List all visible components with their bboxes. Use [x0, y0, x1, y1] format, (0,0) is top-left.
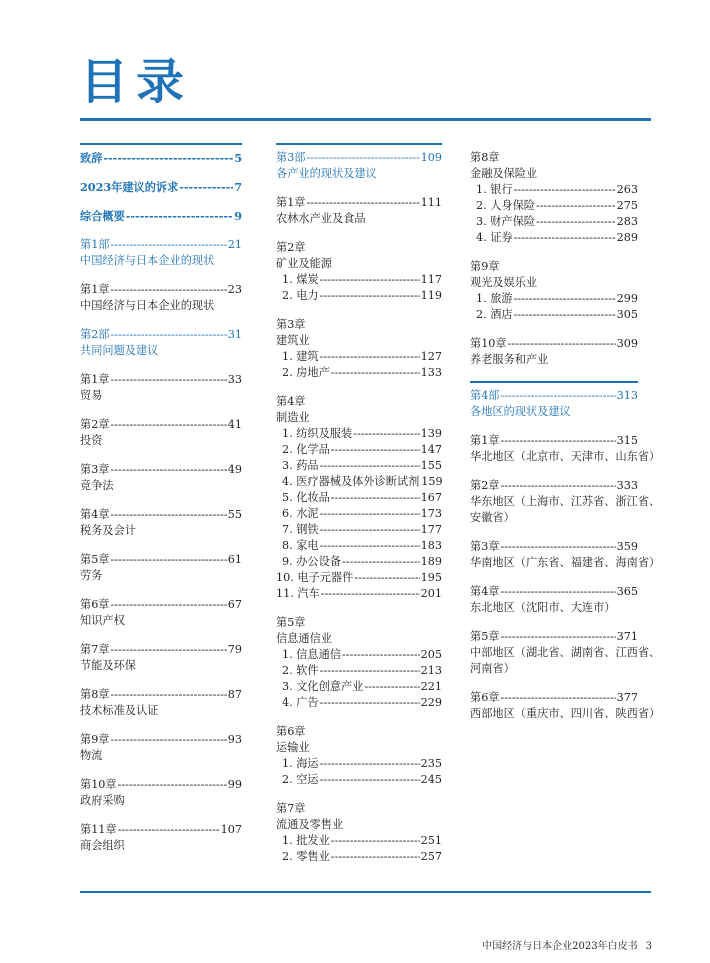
toc-entry-part3-ch7: 第7章 流通及零售业 1. 批发业 ----- 251 2. 零售业 ----- 257	[276, 801, 442, 865]
toc-item[interactable]: 2. 化学品 ----- 147	[276, 442, 442, 458]
toc-item[interactable]: 4. 广告 ----- 229	[276, 695, 442, 711]
toc-item[interactable]: 7. 钢铁 ----- 177	[276, 522, 442, 538]
toc-item[interactable]: 1. 信息通信 ----- 205	[276, 647, 442, 663]
toc-entry-part4-ch5[interactable]: 第5章 ----- 371 中部地区（湖北省、湖南省、江西省、 河南省）	[470, 629, 638, 677]
toc-entry-part4-ch2[interactable]: 第2章 ----- 333 华东地区（上海市、江苏省、浙江省、 安徽省）	[470, 478, 638, 526]
toc-entry-part2-ch8[interactable]: 第8章 ----- 87 技术标准及认证	[80, 687, 242, 719]
footer-rule	[80, 891, 651, 893]
toc-entry-part4-ch6[interactable]: 第6章 ----- 377 西部地区（重庆市、四川省、陕西省）	[470, 690, 638, 722]
toc-item[interactable]: 1. 海运 ----- 235	[276, 756, 442, 772]
toc-entry-foreword[interactable]: 致辞 ----- 5	[80, 150, 242, 166]
toc-item[interactable]: 2. 酒店 ----- 305	[470, 307, 638, 323]
toc-item[interactable]: 5. 化妆品 ----- 167	[276, 490, 442, 506]
toc-item[interactable]: 3. 文化创意产业 ----- 221	[276, 679, 442, 695]
toc-item[interactable]: 2. 零售业 ----- 257	[276, 849, 442, 865]
toc-entry-part2-ch2[interactable]: 第2章 ----- 41 投资	[80, 417, 242, 449]
toc-item[interactable]: 2. 房地产 ----- 133	[276, 365, 442, 381]
footer-title: 中国经济与日本企业2023年白皮书	[482, 941, 638, 952]
toc-item[interactable]: 2. 空运 ----- 245	[276, 772, 442, 788]
toc-entry-part3-ch1[interactable]: 第1章 ----- 111 农林水产业及食品	[276, 195, 442, 227]
toc-item[interactable]: 2. 软件 ----- 213	[276, 663, 442, 679]
toc-entry-appeals[interactable]: 2023年建议的诉求 ----- 7	[80, 179, 242, 195]
toc-item[interactable]: 1. 建筑 ----- 127	[276, 349, 442, 365]
toc-item[interactable]: 1. 银行 ----- 263	[470, 182, 638, 198]
toc-entry-part3-ch8: 第8章 金融及保险业 1. 银行 ----- 263 2. 人身保险 ----- 275 3. 财产保险 ----- 283 4. 证券 ----- 289	[470, 150, 638, 246]
toc-item[interactable]: 2. 电力 ----- 119	[276, 288, 442, 304]
toc-item[interactable]: 3. 药品 ----- 155	[276, 458, 442, 474]
toc-entry-part2-ch3[interactable]: 第3章 ----- 49 竞争法	[80, 462, 242, 494]
toc-entry-summary[interactable]: 综合概要 ----- 9	[80, 208, 242, 224]
toc-entry-part2-ch9[interactable]: 第9章 ----- 93 物流	[80, 732, 242, 764]
toc-entry-part2-ch6[interactable]: 第6章 ----- 67 知识产权	[80, 597, 242, 629]
toc-entry-part2-ch10[interactable]: 第10章 ----- 99 政府采购	[80, 777, 242, 809]
column-rule-1	[80, 143, 242, 145]
toc-item[interactable]: 1. 煤炭 ----- 117	[276, 272, 442, 288]
toc-entry-part2-ch5[interactable]: 第5章 ----- 61 劳务	[80, 552, 242, 584]
part4-rule	[470, 381, 638, 386]
toc-entry-part3-ch6: 第6章 运输业 1. 海运 ----- 235 2. 空运 ----- 245	[276, 724, 442, 788]
page-footer	[482, 937, 652, 952]
toc-entry-part2-ch4[interactable]: 第4章 ----- 55 税务及会计	[80, 507, 242, 539]
toc-entry-part3-ch3: 第3章 建筑业 1. 建筑 ----- 127 2. 房地产 ----- 133	[276, 317, 442, 381]
toc-entry-part2-ch1[interactable]: 第1章 ----- 33 贸易	[80, 372, 242, 404]
toc-entry-part3-ch4: 第4章 制造业 1. 纺织及服装 ----- 139 2. 化学品 ----- 147 3. 药品 ----- 155 4. 医疗器械及体外诊断试剂 159 5. 化妆品 ----- 167 6. 水泥 ----- 173 7. 钢铁 ----- 177 8. 家电 ----- 183 9. 办公设备 ----- 189 10. 电子元器件 ----- 195 11. 汽车 ----- 201	[276, 394, 442, 602]
toc-item[interactable]: 2. 人身保险 ----- 275	[470, 198, 638, 214]
toc-item[interactable]: 9. 办公设备 ----- 189	[276, 554, 442, 570]
toc-item[interactable]: 4. 医疗器械及体外诊断试剂 159	[282, 475, 443, 488]
toc-entry-part3-ch9: 第9章 观光及娱乐业 1. 旅游 ----- 299 2. 酒店 ----- 305	[470, 259, 638, 323]
page-number: 3	[645, 941, 652, 952]
toc-entry-part1[interactable]: 第1部 ----- 21 中国经济与日本企业的现状	[80, 237, 242, 269]
toc-item[interactable]: 11. 汽车 ----- 201	[276, 586, 442, 602]
toc-entry-part4-ch4[interactable]: 第4章 ----- 365 东北地区（沈阳市、大连市）	[470, 584, 638, 616]
toc-column-3	[470, 150, 661, 735]
toc-entry-part4-ch3[interactable]: 第3章 ----- 359 华南地区（广东省、福建省、海南省）	[470, 539, 638, 571]
toc-item[interactable]: 8. 家电 ----- 183	[276, 538, 442, 554]
toc-entry-part3-ch2: 第2章 矿业及能源 1. 煤炭 ----- 117 2. 电力 ----- 119	[276, 240, 442, 304]
toc-entry-part4-ch1[interactable]: 第1章 ----- 315 华北地区（北京市、天津市、山东省）	[470, 433, 638, 465]
toc-entry-part2[interactable]: 第2部 ----- 31 共同问题及建议	[80, 327, 242, 359]
toc-column-1	[80, 150, 242, 867]
toc-item[interactable]: 6. 水泥 ----- 173	[276, 506, 442, 522]
toc-item[interactable]: 1. 纺织及服装 ----- 139	[276, 426, 442, 442]
page-title: 目录	[80, 54, 193, 110]
title-rule	[80, 118, 651, 121]
toc-entry-part3-ch5: 第5章 信息通信业 1. 信息通信 ----- 205 2. 软件 ----- 213 3. 文化创意产业 ----- 221 4. 广告 ----- 229	[276, 615, 442, 711]
toc-entry-part1-ch1[interactable]: 第1章 ----- 23 中国经济与日本企业的现状	[80, 282, 242, 314]
toc-item[interactable]: 10. 电子元器件 ----- 195	[276, 570, 442, 586]
toc-item[interactable]: 3. 财产保险 ----- 283	[470, 214, 638, 230]
toc-entry-part4[interactable]: 第4部 ----- 313 各地区的现状及建议	[470, 388, 638, 420]
column-rule-2	[276, 143, 442, 145]
toc-item[interactable]: 1. 旅游 ----- 299	[470, 291, 638, 307]
toc-entry-part3-ch10[interactable]: 第10章 ----- 309 养老服务和产业	[470, 336, 638, 368]
toc-entry-part2-ch11[interactable]: 第11章 ----- 107 商会组织	[80, 822, 242, 854]
toc-entry-part2-ch7[interactable]: 第7章 ----- 79 节能及环保	[80, 642, 242, 674]
toc-entry-part3[interactable]: 第3部 ----- 109 各产业的现状及建议	[276, 150, 442, 182]
toc-column-2	[276, 150, 442, 878]
toc-item[interactable]: 1. 批发业 ----- 251	[276, 833, 442, 849]
toc-item[interactable]: 4. 证券 ----- 289	[470, 230, 638, 246]
